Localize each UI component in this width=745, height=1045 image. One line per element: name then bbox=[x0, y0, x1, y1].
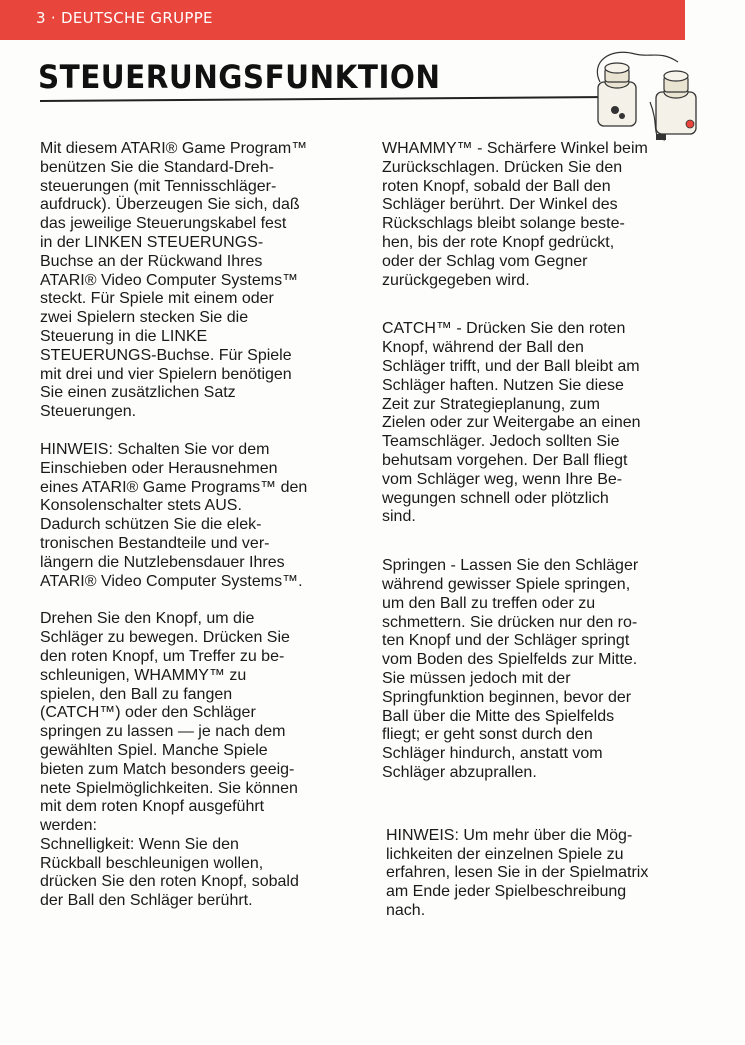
matrix-note-paragraph: HINWEIS: Um mehr über die Mög- lichkeiten der einzelnen Spiele zu erfahren, lesen Sie in der Spielmatrix am Ende jeder Spielbeschreibung nach. bbox=[386, 826, 649, 919]
intro-paragraph: Mit diesem ATARI® Game Program™ benützen Sie die Standard-Dreh- steuerungen (mit Tennisschläger- aufdruck). Überzeugen Sie sich, daß das jeweilige Steuerungskabel fest in der LINKEN STEUERUNGS- Buchse an der Rückwand Ihres ATARI® Video Computer Systems™ steckt. Für Spiele mit einem oder zwei Spielern stecken Sie die Steuerung in die LINKE STEUERUNGS-Buchse. Für Spiele mit drei und vier Spielern benötigen Sie einen zusätzlichen Satz Steuerungen. bbox=[40, 140, 308, 421]
left-column bbox=[40, 140, 350, 911]
right-column bbox=[382, 140, 688, 921]
springen-paragraph: Springen - Lassen Sie den Schläger während gewisser Spiele springen, um den Ball zu treffen oder zu schmettern. Sie drücken nur den ro- ten Knopf und der Schläger springt vom Boden des Spielfelds zur Mitte. Sie müssen jedoch mit der Springfunktion beginnen, bevor der Ball über die Mitte des Spielfelds fliegt; er geht sonst durch den Schläger hindurch, anstatt vom Schläger abzuprallen. bbox=[382, 557, 639, 781]
whammy-paragraph: WHAMMY™ - Schärfere Winkel beim Zurückschlagen. Drücken Sie den roten Knopf, sobald der Ball den Schläger berührt. Der Winkel des Rückschlags bleibt solange beste- hen, bis der rote Knopf gedrückt, oder der Schlag vom Gegner zurückgegeben wird. bbox=[382, 140, 648, 289]
note-paragraph: HINWEIS: Schalten Sie vor dem Einschieben oder Herausnehmen eines ATARI® Game Programs™ den Konsolenschalter stets AUS. Dadurch schützen Sie die elek- tronischen Bestandteile und ver- längern die Nutzlebensdauer Ihres ATARI® Video Computer Systems™. bbox=[40, 440, 308, 590]
catch-paragraph: CATCH™ - Drücken Sie den roten Knopf, während der Ball den Schläger trifft, und der Ball bleibt am Schläger haften. Nutzen Sie diese Zeit zur Strategieplanung, zum Zielen oder zur Weitergabe an einen Teamschläger. Jedoch sollten Sie behutsam vorgehen. Der Ball fliegt vom Schläger weg, wenn Ihre Be- wegungen schnell oder plötzlich sind. bbox=[382, 320, 641, 526]
page-title: STEUERUNGSFUNKTION bbox=[38, 58, 441, 96]
title-underline bbox=[40, 96, 610, 102]
knob-paragraph: Drehen Sie den Knopf, um die Schläger zu bewegen. Drücken Sie den roten Knopf, um Treffer zu be- schleunigen, WHAMMY™ zu spielen, den Ball zu fangen (CATCH™) oder den Schläger springen zu lassen — je nach dem gewählten Spiel. Manche Spiele bieten zum Match besonders geeig- nete Spielmöglichkeiten. Sie können mit dem roten Knopf ausgeführt werden: Schnelligkeit: Wenn Sie den Rückball beschleunigen wollen, drücken Sie den roten Knopf, sobald der Ball den Schläger berührt. bbox=[40, 610, 299, 910]
section-label: 3 · DEUTSCHE GRUPPE bbox=[36, 9, 213, 27]
paddle-controllers-icon bbox=[590, 42, 710, 142]
